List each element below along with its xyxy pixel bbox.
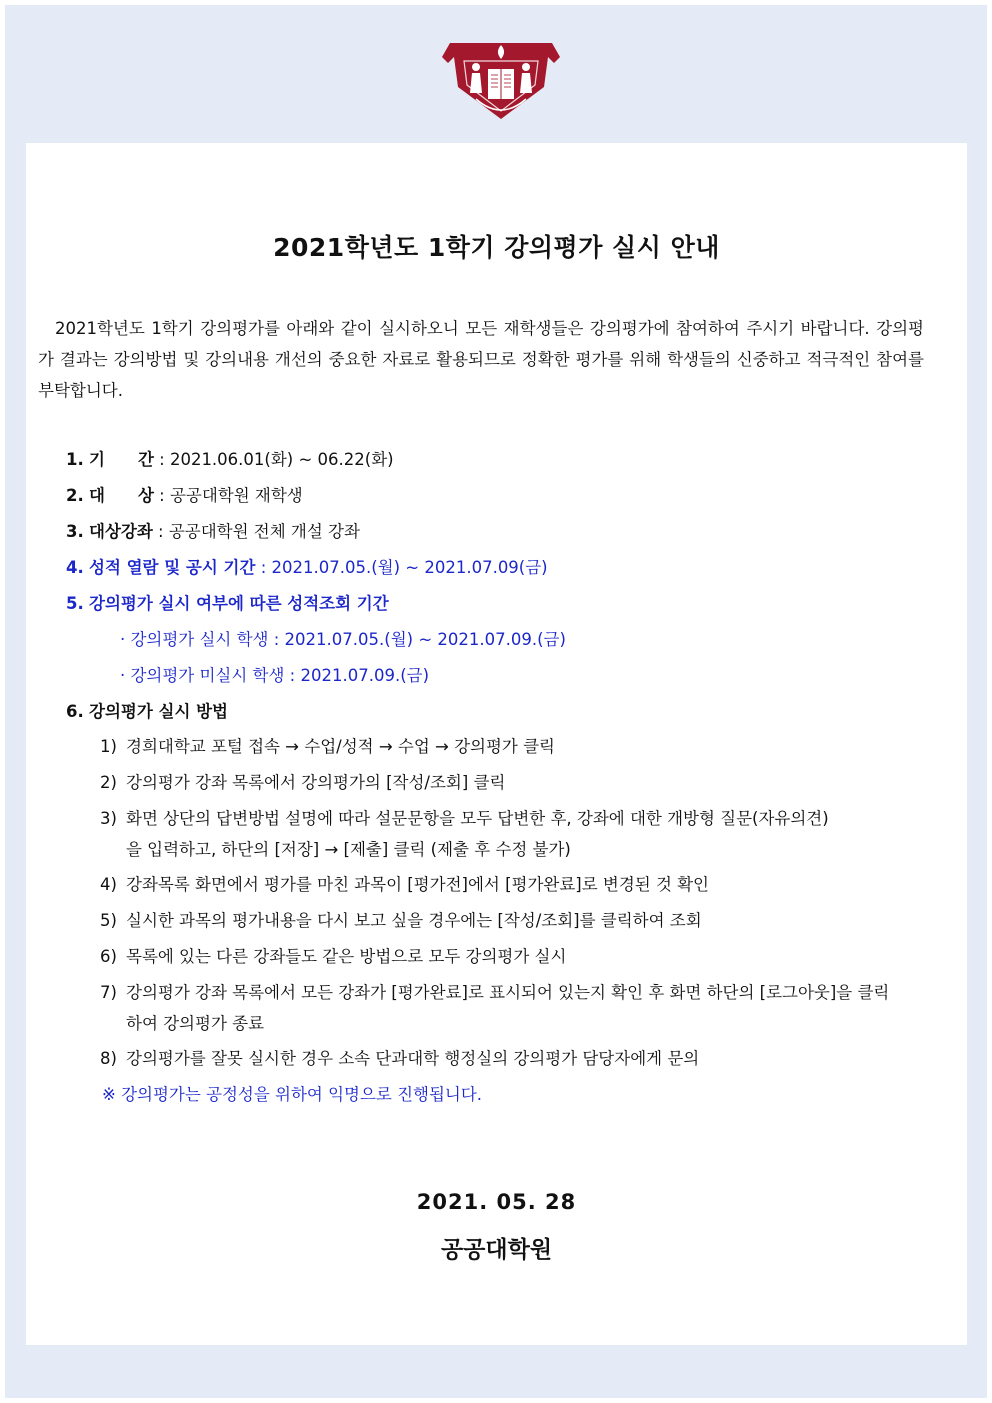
item-number: 3. — [66, 522, 84, 541]
item-value: : 공공대학원 재학생 — [159, 486, 303, 505]
step-number: 7) — [100, 983, 117, 1002]
step-text: 화면 상단의 답변방법 설명에 따라 설문문항을 모두 답변한 후, 강좌에 대한 개방형 질문(자유의견)을 입력하고, 하단의 [저장] → [제출] 클릭 (제출 후 수정 불가) — [126, 809, 829, 859]
item-number: 5. — [66, 594, 84, 613]
university-emblem-icon — [436, 35, 566, 121]
document-sheet — [26, 143, 967, 1345]
step-number: 4) — [100, 875, 117, 894]
page-frame — [5, 5, 987, 1398]
issuing-organization: 공공대학원 — [440, 1237, 553, 1263]
item-courses — [66, 521, 360, 543]
step-text: 실시한 과목의 평가내용을 다시 보고 싶을 경우에는 [작성/조회]를 클릭하여 조회 — [126, 911, 702, 930]
item-grade-viewing-period — [66, 557, 548, 579]
item-label: 강의평가 실시 방법 — [89, 702, 229, 721]
item-method — [66, 701, 228, 723]
item-number: 1. — [66, 450, 84, 469]
issue-date: 2021. 05. 28 — [416, 1190, 577, 1214]
step-number: 6) — [100, 947, 117, 966]
step-number: 3) — [100, 809, 117, 828]
step-text: 목록에 있는 다른 강좌들도 같은 방법으로 모두 강의평가 실시 — [126, 947, 567, 966]
step-text: 강의평가 강좌 목록에서 강의평가의 [작성/조회] 클릭 — [126, 773, 506, 792]
item-number: 2. — [66, 486, 84, 505]
step-text: 강의평가 강좌 목록에서 모든 강좌가 [평가완료]로 표시되어 있는지 확인 후 화면 하단의 [로그아웃]을 클릭하여 강의평가 종료 — [126, 983, 890, 1033]
item-label: 대상강좌 — [89, 522, 153, 541]
intro-paragraph: 2021학년도 1학기 강의평가를 아래와 같이 실시하오니 모든 재학생들은 강의평가에 참여하여 주시기 바랍니다. 강의평가 결과는 강의방법 및 강의내용 개선의 중요한 자료로 활용되므로 정확한 평가를 위해 학생들의 신중하고 적극적인 참여를 부탁합니다. — [38, 319, 924, 400]
step-text: 강의평가를 잘못 실시한 경우 소속 단과대학 행정실의 강의평가 담당자에게 문의 — [126, 1049, 700, 1068]
step-number: 5) — [100, 911, 117, 930]
method-step — [100, 941, 900, 972]
item-label: 성적 열람 및 공시 기간 — [89, 558, 256, 577]
method-step — [100, 767, 900, 798]
item-number: 6. — [66, 702, 84, 721]
method-step — [100, 803, 835, 865]
item-label: 강의평가 실시 여부에 따른 성적조회 기간 — [89, 594, 389, 613]
step-text: 강좌목록 화면에서 평가를 마친 과목이 [평가전]에서 [평가완료]로 변경된 것 확인 — [126, 875, 710, 894]
step-number: 1) — [100, 737, 117, 756]
step-number: 8) — [100, 1049, 117, 1068]
step-number: 2) — [100, 773, 117, 792]
item-target — [66, 485, 303, 507]
document-title: 2021학년도 1학기 강의평가 실시 안내 — [273, 233, 720, 262]
method-step — [100, 905, 900, 936]
item-period — [66, 449, 394, 471]
anonymity-notice: ※ 강의평가는 공정성을 위하여 익명으로 진행됩니다. — [102, 1085, 483, 1104]
method-step — [100, 731, 900, 762]
method-step — [100, 977, 890, 1039]
item-value: : 2021.06.01(화) ~ 06.22(화) — [159, 450, 394, 469]
item-grade-inquiry-period — [66, 593, 389, 615]
sub-item-participants: · 강의평가 실시 학생 : 2021.07.05.(월) ~ 2021.07.09.(금) — [120, 630, 566, 649]
item-number: 4. — [66, 558, 84, 577]
item-label: 기 간 — [89, 450, 154, 469]
item-label: 대 상 — [89, 486, 154, 505]
item-value: : 2021.07.05.(월) ~ 2021.07.09(금) — [260, 558, 548, 577]
method-step — [100, 1043, 900, 1074]
step-text: 경희대학교 포털 접속 → 수업/성적 → 수업 → 강의평가 클릭 — [126, 737, 555, 756]
item-value: : 공공대학원 전체 개설 강좌 — [158, 522, 360, 541]
method-step — [100, 869, 900, 900]
sub-item-non-participants: · 강의평가 미실시 학생 : 2021.07.09.(금) — [120, 666, 430, 685]
